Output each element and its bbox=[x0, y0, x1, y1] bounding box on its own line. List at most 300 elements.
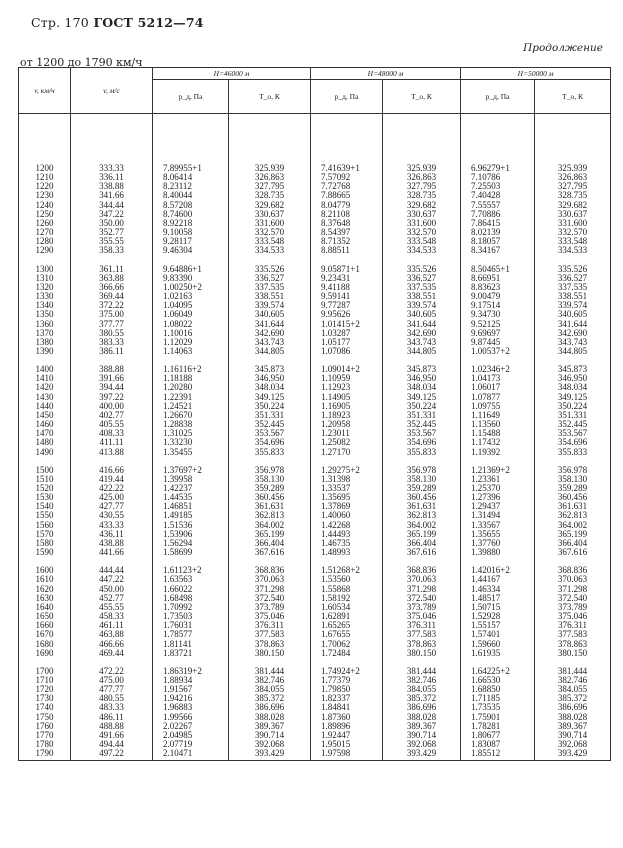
cell-pressure-48000: 1.92447 bbox=[311, 731, 383, 740]
cell-pressure-48000: 1.27170 bbox=[311, 448, 383, 457]
cell-pressure-50000: 1.21369+2 bbox=[461, 457, 535, 475]
cell-temperature-48000: 386.696 bbox=[383, 703, 461, 712]
cell-speed-ms: 491.66 bbox=[71, 731, 153, 740]
cell-pressure-50000: 7.40428 bbox=[461, 191, 535, 200]
cell-temperature-50000: 346.950 bbox=[535, 374, 611, 383]
cell-temperature-46000: 325.939 bbox=[229, 114, 311, 174]
cell-speed-ms: 402.77 bbox=[71, 411, 153, 420]
cell-temperature-48000: 381.444 bbox=[383, 658, 461, 676]
cell-temperature-50000: 342.690 bbox=[535, 329, 611, 338]
cell-pressure-46000: 1.63563 bbox=[153, 575, 229, 584]
cell-pressure-46000: 1.91567 bbox=[153, 685, 229, 694]
cell-speed-kmh: 1560 bbox=[19, 521, 71, 530]
cell-temperature-50000: 365.199 bbox=[535, 530, 611, 539]
cell-temperature-46000: 372.540 bbox=[229, 594, 311, 603]
cell-temperature-50000: 329.682 bbox=[535, 201, 611, 210]
cell-pressure-48000: 1.62891 bbox=[311, 612, 383, 621]
cell-pressure-50000: 8.66951 bbox=[461, 274, 535, 283]
cell-temperature-50000: 352.445 bbox=[535, 420, 611, 429]
cell-pressure-46000: 1.58699 bbox=[153, 548, 229, 557]
cell-temperature-48000: 327.795 bbox=[383, 182, 461, 191]
cell-temperature-48000: 343.743 bbox=[383, 338, 461, 347]
cell-temperature-48000: 336.527 bbox=[383, 274, 461, 283]
cell-temperature-50000: 368.836 bbox=[535, 557, 611, 575]
cell-temperature-46000: 329.682 bbox=[229, 201, 311, 210]
cell-pressure-46000: 2.07719 bbox=[153, 740, 229, 749]
cell-speed-kmh: 1400 bbox=[19, 356, 71, 374]
cell-temperature-46000: 331.600 bbox=[229, 219, 311, 228]
cell-speed-ms: 486.11 bbox=[71, 713, 153, 722]
cell-temperature-48000: 350.224 bbox=[383, 402, 461, 411]
cell-speed-kmh: 1780 bbox=[19, 740, 71, 749]
cell-pressure-46000: 8.92218 bbox=[153, 219, 229, 228]
cell-speed-ms: 425.00 bbox=[71, 493, 153, 502]
cell-pressure-48000: 7.72768 bbox=[311, 182, 383, 191]
cell-pressure-48000: 1.65265 bbox=[311, 621, 383, 630]
cell-pressure-48000: 1.67655 bbox=[311, 630, 383, 639]
cell-pressure-50000: 1.39880 bbox=[461, 548, 535, 557]
cell-pressure-50000: 1.57401 bbox=[461, 630, 535, 639]
cell-pressure-46000: 1.46851 bbox=[153, 502, 229, 511]
cell-pressure-48000: 1.44493 bbox=[311, 530, 383, 539]
cell-pressure-46000: 9.64886+1 bbox=[153, 256, 229, 274]
cell-pressure-46000: 1.26670 bbox=[153, 411, 229, 420]
cell-temperature-48000: 390.714 bbox=[383, 731, 461, 740]
cell-pressure-48000: 1.05177 bbox=[311, 338, 383, 347]
cell-pressure-50000: 1.06017 bbox=[461, 383, 535, 392]
cell-speed-ms: 355.55 bbox=[71, 237, 153, 246]
cell-speed-ms: 408.33 bbox=[71, 429, 153, 438]
cell-speed-ms: 344.44 bbox=[71, 201, 153, 210]
table-row bbox=[19, 658, 611, 676]
cell-temperature-46000: 354.696 bbox=[229, 438, 311, 447]
cell-temperature-50000: 358.130 bbox=[535, 475, 611, 484]
cell-pressure-46000: 9.46304 bbox=[153, 246, 229, 255]
cell-speed-ms: 400.00 bbox=[71, 402, 153, 411]
cell-temperature-48000: 342.690 bbox=[383, 329, 461, 338]
cell-speed-kmh: 1510 bbox=[19, 475, 71, 484]
cell-temperature-46000: 370.063 bbox=[229, 575, 311, 584]
cell-speed-kmh: 1740 bbox=[19, 703, 71, 712]
cell-speed-kmh: 1750 bbox=[19, 713, 71, 722]
cell-temperature-50000: 364.002 bbox=[535, 521, 611, 530]
cell-speed-kmh: 1630 bbox=[19, 594, 71, 603]
cell-pressure-48000: 1.14905 bbox=[311, 393, 383, 402]
cell-speed-ms: 444.44 bbox=[71, 557, 153, 575]
cell-pressure-50000: 1.48517 bbox=[461, 594, 535, 603]
cell-speed-kmh: 1460 bbox=[19, 420, 71, 429]
cell-temperature-50000: 366.404 bbox=[535, 539, 611, 548]
cell-pressure-46000: 8.23112 bbox=[153, 182, 229, 191]
cell-temperature-50000: 376.311 bbox=[535, 621, 611, 630]
table-row bbox=[19, 256, 611, 274]
cell-pressure-46000: 1.96883 bbox=[153, 703, 229, 712]
cell-pressure-50000: 1.33567 bbox=[461, 521, 535, 530]
cell-temperature-50000: 326.863 bbox=[535, 173, 611, 182]
cell-pressure-48000: 1.20958 bbox=[311, 420, 383, 429]
cell-speed-ms: 361.11 bbox=[71, 256, 153, 274]
table-row bbox=[19, 448, 611, 457]
cell-temperature-48000: 328.735 bbox=[383, 191, 461, 200]
cell-temperature-48000: 366.404 bbox=[383, 539, 461, 548]
cell-temperature-48000: 331.600 bbox=[383, 219, 461, 228]
cell-pressure-48000: 1.60534 bbox=[311, 603, 383, 612]
header-pressure: p_д, Па bbox=[311, 80, 383, 114]
cell-speed-kmh: 1520 bbox=[19, 484, 71, 493]
cell-temperature-50000: 372.540 bbox=[535, 594, 611, 603]
cell-temperature-50000: 377.583 bbox=[535, 630, 611, 639]
cell-speed-kmh: 1470 bbox=[19, 429, 71, 438]
cell-temperature-50000: 337.535 bbox=[535, 283, 611, 292]
cell-pressure-46000: 8.40044 bbox=[153, 191, 229, 200]
cell-pressure-46000: 1.42237 bbox=[153, 484, 229, 493]
cell-pressure-46000: 1.68498 bbox=[153, 594, 229, 603]
cell-temperature-50000: 362.813 bbox=[535, 511, 611, 520]
cell-temperature-46000: 336.527 bbox=[229, 274, 311, 283]
cell-speed-kmh: 1550 bbox=[19, 511, 71, 520]
cell-pressure-50000: 1.31494 bbox=[461, 511, 535, 520]
cell-speed-ms: 461.11 bbox=[71, 621, 153, 630]
cell-speed-ms: 363.88 bbox=[71, 274, 153, 283]
cell-temperature-46000: 389.367 bbox=[229, 722, 311, 731]
cell-speed-ms: 477.77 bbox=[71, 685, 153, 694]
cell-temperature-48000: 361.631 bbox=[383, 502, 461, 511]
cell-temperature-46000: 393.429 bbox=[229, 749, 311, 761]
cell-speed-kmh: 1480 bbox=[19, 438, 71, 447]
cell-pressure-48000: 1.97598 bbox=[311, 749, 383, 761]
cell-temperature-50000: 345.873 bbox=[535, 356, 611, 374]
cell-temperature-50000: 389.367 bbox=[535, 722, 611, 731]
header-altitude-48000: H=48000 м bbox=[311, 68, 461, 80]
cell-pressure-50000: 1.55157 bbox=[461, 621, 535, 630]
cell-speed-ms: 430.55 bbox=[71, 511, 153, 520]
cell-temperature-48000: 370.063 bbox=[383, 575, 461, 584]
cell-speed-kmh: 1640 bbox=[19, 603, 71, 612]
cell-temperature-46000: 351.331 bbox=[229, 411, 311, 420]
cell-temperature-48000: 353.567 bbox=[383, 429, 461, 438]
cell-pressure-50000: 8.83623 bbox=[461, 283, 535, 292]
cell-pressure-50000: 1.75901 bbox=[461, 713, 535, 722]
cell-pressure-46000: 1.14063 bbox=[153, 347, 229, 356]
cell-temperature-48000: 337.535 bbox=[383, 283, 461, 292]
cell-speed-ms: 333.33 bbox=[71, 114, 153, 174]
cell-temperature-46000: 376.311 bbox=[229, 621, 311, 630]
cell-pressure-48000: 1.82337 bbox=[311, 694, 383, 703]
cell-pressure-50000: 8.50465+1 bbox=[461, 256, 535, 274]
cell-pressure-50000: 1.35655 bbox=[461, 530, 535, 539]
cell-temperature-46000: 390.714 bbox=[229, 731, 311, 740]
cell-speed-ms: 386.11 bbox=[71, 347, 153, 356]
cell-speed-kmh: 1330 bbox=[19, 292, 71, 301]
cell-speed-ms: 411.11 bbox=[71, 438, 153, 447]
cell-pressure-46000: 1.06049 bbox=[153, 310, 229, 319]
cell-temperature-48000: 326.863 bbox=[383, 173, 461, 182]
cell-pressure-50000: 1.78281 bbox=[461, 722, 535, 731]
cell-pressure-48000: 1.42268 bbox=[311, 521, 383, 530]
cell-temperature-48000: 378.863 bbox=[383, 640, 461, 649]
cell-temperature-46000: 337.535 bbox=[229, 283, 311, 292]
cell-speed-kmh: 1620 bbox=[19, 585, 71, 594]
cell-temperature-48000: 358.130 bbox=[383, 475, 461, 484]
cell-temperature-46000: 362.813 bbox=[229, 511, 311, 520]
cell-pressure-50000: 7.70886 bbox=[461, 210, 535, 219]
cell-speed-ms: 391.66 bbox=[71, 374, 153, 383]
cell-temperature-46000: 382.746 bbox=[229, 676, 311, 685]
cell-temperature-50000: 393.429 bbox=[535, 749, 611, 761]
cell-temperature-48000: 367.616 bbox=[383, 548, 461, 557]
cell-temperature-46000: 355.833 bbox=[229, 448, 311, 457]
cell-temperature-46000: 366.404 bbox=[229, 539, 311, 548]
cell-temperature-50000: 384.055 bbox=[535, 685, 611, 694]
cell-pressure-46000: 1.76031 bbox=[153, 621, 229, 630]
cell-temperature-48000: 376.311 bbox=[383, 621, 461, 630]
cell-temperature-46000: 326.863 bbox=[229, 173, 311, 182]
cell-pressure-50000: 1.73535 bbox=[461, 703, 535, 712]
cell-temperature-50000: 359.289 bbox=[535, 484, 611, 493]
cell-temperature-50000: 356.978 bbox=[535, 457, 611, 475]
cell-temperature-50000: 349.125 bbox=[535, 393, 611, 402]
cell-pressure-48000: 1.37869 bbox=[311, 502, 383, 511]
page-header bbox=[31, 15, 204, 30]
cell-pressure-46000: 9.10058 bbox=[153, 228, 229, 237]
cell-temperature-46000: 353.567 bbox=[229, 429, 311, 438]
page-number: Стр. 170 bbox=[31, 15, 89, 30]
cell-temperature-46000: 386.696 bbox=[229, 703, 311, 712]
cell-speed-kmh: 1530 bbox=[19, 493, 71, 502]
table-row bbox=[19, 749, 611, 761]
cell-speed-kmh: 1600 bbox=[19, 557, 71, 575]
cell-pressure-48000: 1.51268+2 bbox=[311, 557, 383, 575]
cell-temperature-50000: 382.746 bbox=[535, 676, 611, 685]
cell-pressure-50000: 1.80677 bbox=[461, 731, 535, 740]
cell-pressure-48000: 8.04779 bbox=[311, 201, 383, 210]
cell-pressure-48000: 8.37648 bbox=[311, 219, 383, 228]
cell-speed-ms: 447.22 bbox=[71, 575, 153, 584]
cell-pressure-48000: 1.31398 bbox=[311, 475, 383, 484]
cell-speed-ms: 497.22 bbox=[71, 749, 153, 761]
cell-pressure-46000: 1.00250+2 bbox=[153, 283, 229, 292]
cell-pressure-48000: 1.77379 bbox=[311, 676, 383, 685]
cell-pressure-46000: 1.83721 bbox=[153, 649, 229, 658]
cell-temperature-48000: 335.526 bbox=[383, 256, 461, 274]
cell-pressure-50000: 9.17514 bbox=[461, 301, 535, 310]
cell-temperature-48000: 339.574 bbox=[383, 301, 461, 310]
cell-pressure-50000: 1.09755 bbox=[461, 402, 535, 411]
cell-speed-ms: 480.55 bbox=[71, 694, 153, 703]
cell-temperature-46000: 381.444 bbox=[229, 658, 311, 676]
cell-temperature-50000: 361.631 bbox=[535, 502, 611, 511]
table-row bbox=[19, 114, 611, 174]
cell-pressure-46000: 1.33230 bbox=[153, 438, 229, 447]
cell-pressure-48000: 1.87360 bbox=[311, 713, 383, 722]
cell-temperature-50000: 340.605 bbox=[535, 310, 611, 319]
cell-temperature-50000: 367.616 bbox=[535, 548, 611, 557]
cell-temperature-48000: 334.533 bbox=[383, 246, 461, 255]
cell-pressure-48000: 9.05871+1 bbox=[311, 256, 383, 274]
cell-speed-kmh: 1440 bbox=[19, 402, 71, 411]
cell-temperature-50000: 328.735 bbox=[535, 191, 611, 200]
cell-pressure-48000: 8.54397 bbox=[311, 228, 383, 237]
cell-temperature-46000: 333.548 bbox=[229, 237, 311, 246]
cell-temperature-46000: 338.551 bbox=[229, 292, 311, 301]
cell-temperature-46000: 385.372 bbox=[229, 694, 311, 703]
cell-temperature-48000: 346.950 bbox=[383, 374, 461, 383]
cell-pressure-46000: 1.70992 bbox=[153, 603, 229, 612]
cell-pressure-46000: 2.10471 bbox=[153, 749, 229, 761]
cell-speed-ms: 377.77 bbox=[71, 320, 153, 329]
table-row bbox=[19, 356, 611, 374]
cell-speed-kmh: 1320 bbox=[19, 283, 71, 292]
cell-pressure-48000: 1.35695 bbox=[311, 493, 383, 502]
cell-speed-ms: 441.66 bbox=[71, 548, 153, 557]
cell-temperature-50000: 375.046 bbox=[535, 612, 611, 621]
cell-pressure-48000: 8.88511 bbox=[311, 246, 383, 255]
cell-speed-kmh: 1790 bbox=[19, 749, 71, 761]
cell-pressure-46000: 1.73503 bbox=[153, 612, 229, 621]
cell-pressure-46000: 1.37697+2 bbox=[153, 457, 229, 475]
cell-pressure-48000: 7.41639+1 bbox=[311, 114, 383, 174]
cell-temperature-46000: 378.863 bbox=[229, 640, 311, 649]
cell-speed-kmh: 1660 bbox=[19, 621, 71, 630]
cell-pressure-48000: 9.23431 bbox=[311, 274, 383, 283]
table-row bbox=[19, 557, 611, 575]
cell-temperature-50000: 390.714 bbox=[535, 731, 611, 740]
cell-pressure-50000: 1.19392 bbox=[461, 448, 535, 457]
cell-temperature-48000: 388.028 bbox=[383, 713, 461, 722]
cell-speed-ms: 483.33 bbox=[71, 703, 153, 712]
cell-pressure-50000: 1.64225+2 bbox=[461, 658, 535, 676]
cell-pressure-46000: 1.22391 bbox=[153, 393, 229, 402]
cell-pressure-50000: 1.42016+2 bbox=[461, 557, 535, 575]
cell-pressure-48000: 1.09014+2 bbox=[311, 356, 383, 374]
cell-speed-ms: 488.88 bbox=[71, 722, 153, 731]
cell-temperature-48000: 330.637 bbox=[383, 210, 461, 219]
cell-pressure-50000: 8.02139 bbox=[461, 228, 535, 237]
cell-speed-ms: 336.11 bbox=[71, 173, 153, 182]
cell-temperature-50000: 380.150 bbox=[535, 649, 611, 658]
cell-speed-kmh: 1290 bbox=[19, 246, 71, 255]
cell-pressure-50000: 1.61935 bbox=[461, 649, 535, 658]
cell-pressure-46000: 1.18188 bbox=[153, 374, 229, 383]
cell-pressure-46000: 8.57208 bbox=[153, 201, 229, 210]
cell-pressure-48000: 1.84841 bbox=[311, 703, 383, 712]
cell-pressure-50000: 1.71185 bbox=[461, 694, 535, 703]
cell-temperature-46000: 332.570 bbox=[229, 228, 311, 237]
cell-temperature-48000: 382.746 bbox=[383, 676, 461, 685]
cell-temperature-46000: 343.743 bbox=[229, 338, 311, 347]
cell-temperature-50000: 351.331 bbox=[535, 411, 611, 420]
cell-pressure-48000: 1.12923 bbox=[311, 383, 383, 392]
cell-temperature-46000: 335.526 bbox=[229, 256, 311, 274]
cell-temperature-48000: 345.873 bbox=[383, 356, 461, 374]
cell-speed-kmh: 1430 bbox=[19, 393, 71, 402]
cell-temperature-48000: 365.199 bbox=[383, 530, 461, 539]
cell-pressure-46000: 9.83390 bbox=[153, 274, 229, 283]
cell-temperature-46000: 359.289 bbox=[229, 484, 311, 493]
cell-speed-kmh: 1420 bbox=[19, 383, 71, 392]
header-pressure: p_д, Па bbox=[153, 80, 229, 114]
cell-temperature-50000: 378.863 bbox=[535, 640, 611, 649]
cell-pressure-50000: 1.27396 bbox=[461, 493, 535, 502]
header-speed-kmh: v, км/ч bbox=[19, 68, 71, 114]
cell-pressure-48000: 1.25082 bbox=[311, 438, 383, 447]
cell-speed-kmh: 1230 bbox=[19, 191, 71, 200]
cell-speed-ms: 413.88 bbox=[71, 448, 153, 457]
cell-temperature-50000: 385.372 bbox=[535, 694, 611, 703]
cell-pressure-48000: 1.10959 bbox=[311, 374, 383, 383]
cell-temperature-50000: 381.444 bbox=[535, 658, 611, 676]
cell-pressure-48000: 1.03287 bbox=[311, 329, 383, 338]
cell-pressure-50000: 1.46334 bbox=[461, 585, 535, 594]
cell-temperature-50000: 325.939 bbox=[535, 114, 611, 174]
cell-speed-kmh: 1410 bbox=[19, 374, 71, 383]
cell-pressure-48000: 1.23011 bbox=[311, 429, 383, 438]
cell-temperature-46000: 358.130 bbox=[229, 475, 311, 484]
cell-pressure-50000: 1.04173 bbox=[461, 374, 535, 383]
header-pressure: p_д, Па bbox=[461, 80, 535, 114]
cell-temperature-48000: 351.331 bbox=[383, 411, 461, 420]
cell-pressure-46000: 1.44535 bbox=[153, 493, 229, 502]
cell-pressure-48000: 9.41188 bbox=[311, 283, 383, 292]
cell-temperature-46000: 328.735 bbox=[229, 191, 311, 200]
cell-pressure-48000: 1.40060 bbox=[311, 511, 383, 520]
cell-temperature-48000: 348.034 bbox=[383, 383, 461, 392]
cell-pressure-48000: 9.59141 bbox=[311, 292, 383, 301]
cell-pressure-50000: 6.96279+1 bbox=[461, 114, 535, 174]
cell-temperature-50000: 331.600 bbox=[535, 219, 611, 228]
cell-pressure-50000: 7.86415 bbox=[461, 219, 535, 228]
cell-speed-kmh: 1260 bbox=[19, 219, 71, 228]
cell-speed-ms: 375.00 bbox=[71, 310, 153, 319]
cell-temperature-48000: 349.125 bbox=[383, 393, 461, 402]
cell-speed-kmh: 1310 bbox=[19, 274, 71, 283]
cell-temperature-46000: 345.873 bbox=[229, 356, 311, 374]
cell-speed-kmh: 1540 bbox=[19, 502, 71, 511]
cell-temperature-50000: 343.743 bbox=[535, 338, 611, 347]
cell-speed-ms: 358.33 bbox=[71, 246, 153, 255]
cell-speed-ms: 455.55 bbox=[71, 603, 153, 612]
cell-speed-kmh: 1580 bbox=[19, 539, 71, 548]
header-temperature: T_о, К bbox=[383, 80, 461, 114]
cell-pressure-48000: 9.95626 bbox=[311, 310, 383, 319]
atmosphere-table bbox=[18, 67, 611, 761]
cell-temperature-50000: 332.570 bbox=[535, 228, 611, 237]
cell-temperature-48000: 338.551 bbox=[383, 292, 461, 301]
cell-temperature-48000: 389.367 bbox=[383, 722, 461, 731]
cell-pressure-48000: 1.55868 bbox=[311, 585, 383, 594]
cell-speed-kmh: 1370 bbox=[19, 329, 71, 338]
cell-pressure-50000: 8.34167 bbox=[461, 246, 535, 255]
cell-pressure-50000: 7.25503 bbox=[461, 182, 535, 191]
cell-speed-kmh: 1700 bbox=[19, 658, 71, 676]
cell-pressure-50000: 9.00479 bbox=[461, 292, 535, 301]
cell-pressure-48000: 1.58192 bbox=[311, 594, 383, 603]
cell-pressure-46000: 2.04985 bbox=[153, 731, 229, 740]
cell-speed-ms: 369.44 bbox=[71, 292, 153, 301]
cell-pressure-46000: 1.49185 bbox=[153, 511, 229, 520]
cell-pressure-48000: 9.77287 bbox=[311, 301, 383, 310]
cell-speed-ms: 463.88 bbox=[71, 630, 153, 639]
cell-pressure-50000: 1.17432 bbox=[461, 438, 535, 447]
cell-temperature-46000: 365.199 bbox=[229, 530, 311, 539]
cell-speed-ms: 338.88 bbox=[71, 182, 153, 191]
cell-temperature-50000: 386.696 bbox=[535, 703, 611, 712]
cell-pressure-46000: 1.99566 bbox=[153, 713, 229, 722]
cell-temperature-50000: 333.548 bbox=[535, 237, 611, 246]
cell-temperature-46000: 344.805 bbox=[229, 347, 311, 356]
cell-temperature-46000: 349.125 bbox=[229, 393, 311, 402]
cell-pressure-50000: 9.69697 bbox=[461, 329, 535, 338]
